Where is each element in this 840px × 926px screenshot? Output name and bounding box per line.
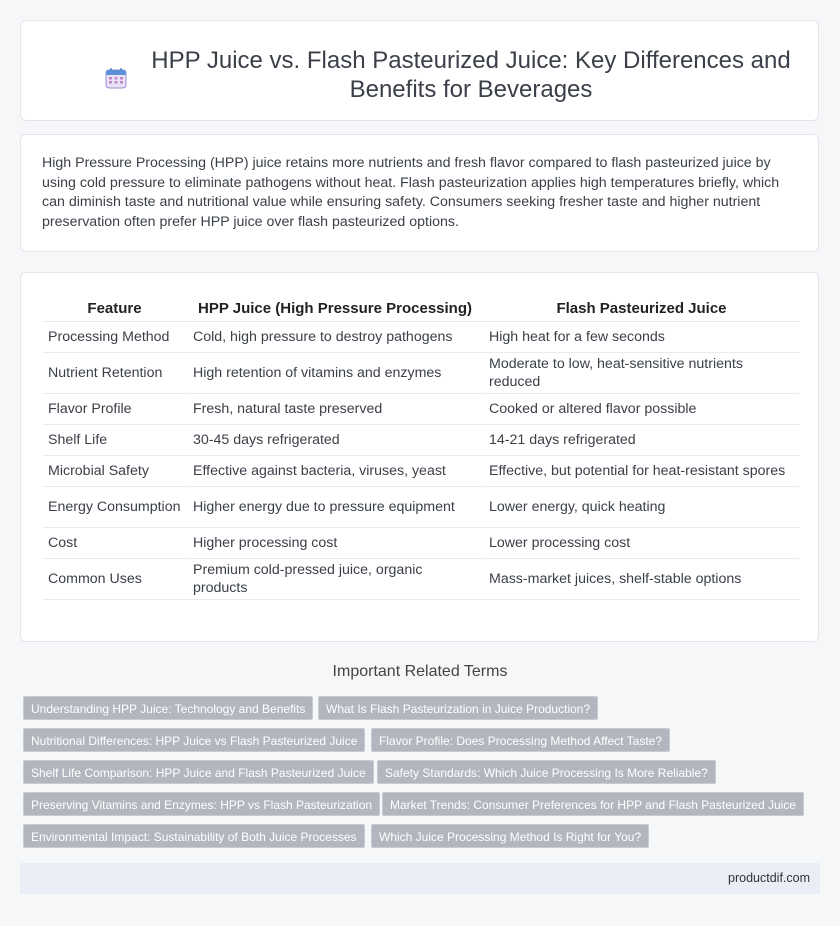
related-term-link[interactable]: Understanding HPP Juice: Technology and Benefits [23, 696, 313, 720]
intro-card [20, 134, 819, 252]
table-cell: Higher processing cost [186, 528, 482, 559]
column-header: Feature [43, 296, 186, 322]
table-row [43, 559, 799, 600]
related-term-link[interactable]: Nutritional Differences: HPP Juice vs Flash Pasteurized Juice [23, 728, 365, 752]
table-cell: Shelf Life [43, 425, 186, 456]
table-cell: Cost [43, 528, 186, 559]
comparison-table [43, 296, 799, 600]
table-cell: Cold, high pressure to destroy pathogens [186, 322, 482, 353]
column-header: HPP Juice (High Pressure Processing) [186, 296, 482, 322]
column-header: Flash Pasteurized Juice [482, 296, 799, 322]
table-cell: 14-21 days refrigerated [482, 425, 799, 456]
page-title: HPP Juice vs. Flash Pasteurized Juice: Key Differences and Benefits for Beverages [151, 47, 791, 103]
table-cell: Microbial Safety [43, 456, 186, 487]
footer-bar [20, 863, 820, 894]
table-cell: Flavor Profile [43, 394, 186, 425]
table-cell: Effective, but potential for heat-resistant spores [482, 456, 799, 487]
table-row [43, 528, 799, 559]
related-term-link[interactable]: What Is Flash Pasteurization in Juice Production? [318, 696, 598, 720]
table-row [43, 425, 799, 456]
table-cell: Common Uses [43, 559, 186, 600]
table-cell: Lower energy, quick heating [482, 487, 799, 528]
related-term-link[interactable]: Safety Standards: Which Juice Processing Is More Reliable? [377, 760, 716, 784]
table-cell: Fresh, natural taste preserved [186, 394, 482, 425]
related-term-link[interactable]: Flavor Profile: Does Processing Method Affect Taste? [371, 728, 670, 752]
table-cell: Premium cold-pressed juice, organic products [186, 559, 482, 600]
table-row [43, 487, 799, 528]
related-term-link[interactable]: Which Juice Processing Method Is Right for You? [371, 824, 649, 848]
calendar-icon [104, 66, 128, 90]
table-cell: High retention of vitamins and enzymes [186, 353, 482, 394]
footer-site-link[interactable]: productdif.com [728, 871, 810, 885]
related-terms-heading: Important Related Terms [332, 663, 508, 680]
intro-paragraph: High Pressure Processing (HPP) juice retains more nutrients and fresh flavor compared to flash pasteurized juice by using cold pressure to eliminate pathogens without heat. Flash pasteurization applies high temperatures briefly, which can diminish taste and nutritional value while ensuring safety. Consumers seeking fresher taste and higher nutrient preservation often prefer HPP juice over flash pasteurized options. [42, 155, 780, 230]
table-cell: Moderate to low, heat-sensitive nutrients reduced [482, 353, 799, 394]
comparison-card [20, 272, 819, 642]
table-cell: Higher energy due to pressure equipment [186, 487, 482, 528]
table-cell: Processing Method [43, 322, 186, 353]
table-cell: Mass-market juices, shelf-stable options [482, 559, 799, 600]
table-cell: Lower processing cost [482, 528, 799, 559]
table-cell: Cooked or altered flavor possible [482, 394, 799, 425]
title-card [20, 20, 819, 121]
table-cell: Effective against bacteria, viruses, yeast [186, 456, 482, 487]
related-term-link[interactable]: Shelf Life Comparison: HPP Juice and Flash Pasteurized Juice [23, 760, 374, 784]
table-row [43, 353, 799, 394]
related-term-link[interactable]: Preserving Vitamins and Enzymes: HPP vs Flash Pasteurization [23, 792, 380, 816]
table-row [43, 394, 799, 425]
related-term-link[interactable]: Environmental Impact: Sustainability of Both Juice Processes [23, 824, 365, 848]
table-cell: Nutrient Retention [43, 353, 186, 394]
table-cell: 30-45 days refrigerated [186, 425, 482, 456]
table-cell: Energy Consumption [43, 487, 186, 528]
table-header-row [43, 296, 799, 322]
table-row [43, 456, 799, 487]
table-cell: High heat for a few seconds [482, 322, 799, 353]
table-row [43, 322, 799, 353]
related-term-link[interactable]: Market Trends: Consumer Preferences for HPP and Flash Pasteurized Juice [382, 792, 804, 816]
